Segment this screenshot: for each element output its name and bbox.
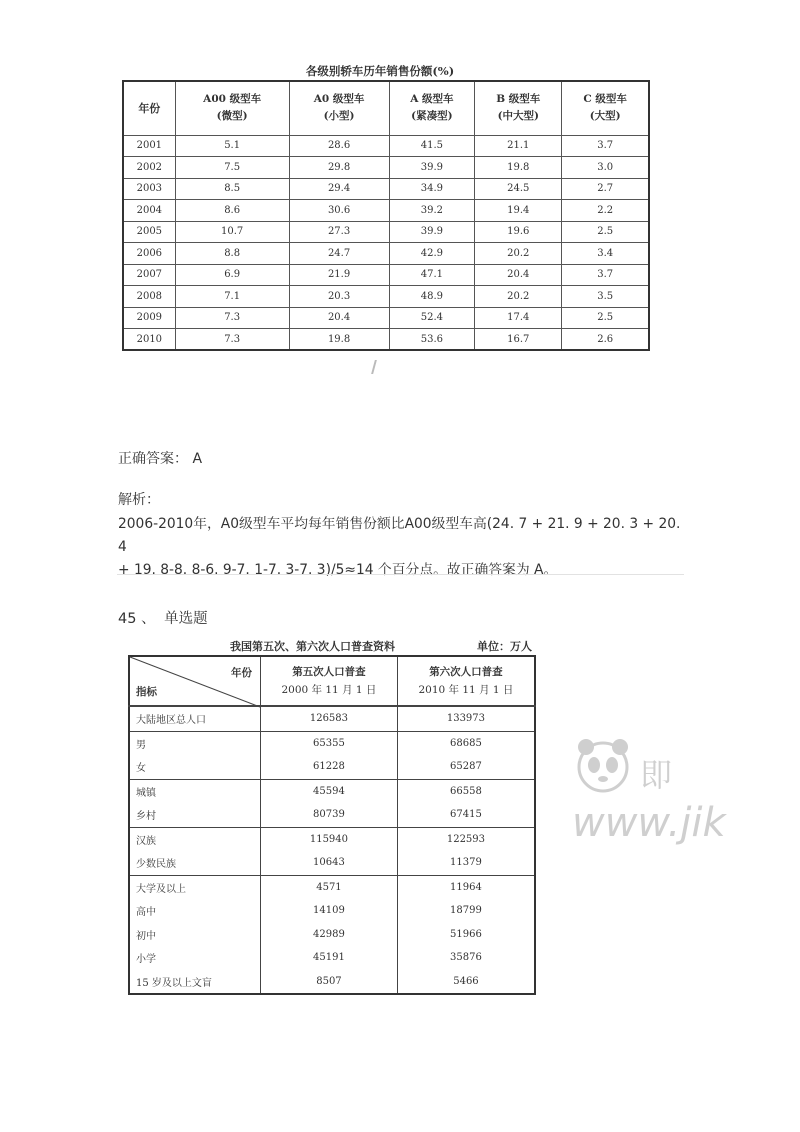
year-cell: 2010 (123, 329, 175, 351)
share-cell: 39.9 (389, 157, 475, 179)
share-cell: 2.7 (562, 178, 649, 200)
fifth-census-value: 45594 (261, 779, 398, 803)
indicator-cell: 初中 (129, 923, 261, 947)
corner-year-label: 年份 (231, 667, 252, 679)
table1-header-line: (紧凑型) (411, 110, 453, 123)
share-cell: 41.5 (389, 135, 475, 157)
table-row (123, 286, 649, 308)
share-cell: 8.8 (175, 243, 289, 265)
indicator-cell: 高中 (129, 899, 261, 923)
table1-header-1 (175, 81, 289, 135)
indicator-cell: 城镇 (129, 779, 261, 803)
col-sixth-census-title: 第六次人口普查 (429, 666, 503, 678)
share-cell: 30.6 (289, 200, 389, 222)
share-cell: 20.2 (475, 286, 562, 308)
table-row (123, 307, 649, 329)
table-row (129, 875, 535, 899)
watermark-text: 即 (640, 756, 673, 794)
indicator-cell: 大学及以上 (129, 875, 261, 899)
table-row (129, 899, 535, 923)
year-cell: 2003 (123, 178, 175, 200)
corner-header (129, 656, 261, 706)
share-cell: 47.1 (389, 264, 475, 286)
table-row (129, 755, 535, 779)
correct-answer: 正确答案： A (118, 451, 203, 467)
share-cell: 53.6 (389, 329, 475, 351)
share-cell: 19.6 (475, 221, 562, 243)
table-row (129, 779, 535, 803)
explanation-text (118, 513, 688, 582)
share-cell: 8.5 (175, 178, 289, 200)
table-row (129, 731, 535, 755)
share-cell: 7.5 (175, 157, 289, 179)
scan-smudge (371, 360, 385, 374)
year-cell: 2009 (123, 307, 175, 329)
share-cell: 39.9 (389, 221, 475, 243)
indicator-cell: 汉族 (129, 827, 261, 851)
table1-title: 各级别轿车历年销售份额(%) (305, 64, 455, 78)
share-cell: 42.9 (389, 243, 475, 265)
fifth-census-value: 45191 (261, 946, 398, 970)
table-row (129, 946, 535, 970)
table-row (123, 135, 649, 157)
table1-header-line: 年份 (138, 101, 161, 115)
question-number: 45 (118, 611, 137, 627)
share-cell: 2.5 (562, 307, 649, 329)
question-separator: 、 (141, 611, 156, 627)
share-cell: 20.2 (475, 243, 562, 265)
share-cell: 3.7 (562, 264, 649, 286)
share-cell: 52.4 (389, 307, 475, 329)
year-cell: 2001 (123, 135, 175, 157)
share-cell: 19.8 (475, 157, 562, 179)
indicator-cell: 小学 (129, 946, 261, 970)
explanation-label: 解析： (118, 492, 160, 508)
sixth-census-value: 65287 (450, 761, 482, 773)
share-cell: 20.3 (289, 286, 389, 308)
year-cell: 2002 (123, 157, 175, 179)
table1-header-line: (小型) (323, 110, 355, 123)
share-cell: 7.3 (175, 307, 289, 329)
question-type: 单选题 (164, 611, 208, 627)
share-cell: 28.6 (289, 135, 389, 157)
table-row (123, 264, 649, 286)
share-cell: 10.7 (175, 221, 289, 243)
table-row (129, 851, 535, 875)
table2-unit: 单位：万人 (477, 640, 532, 653)
sixth-census-value: 67415 (450, 809, 482, 821)
sixth-census-value: 68685 (397, 731, 535, 755)
share-cell: 21.9 (289, 264, 389, 286)
table-row (123, 178, 649, 200)
col-fifth-census-date: 2000 年 11 月 1 日 (281, 684, 377, 696)
fifth-census-value: 61228 (261, 755, 398, 779)
share-cell: 3.7 (562, 135, 649, 157)
share-cell: 29.4 (289, 178, 389, 200)
indicator-cell: 大陆地区总人口 (129, 706, 261, 731)
year-cell: 2007 (123, 264, 175, 286)
table1-header-line: B 级型车 (496, 93, 541, 106)
table-row (123, 329, 649, 351)
sixth-census-value: 5466 (453, 975, 479, 987)
table-row (129, 803, 535, 827)
table1-header-2 (289, 81, 389, 135)
sixth-census-value: 11964 (397, 875, 535, 899)
share-cell: 2.5 (562, 221, 649, 243)
share-cell: 8.6 (175, 200, 289, 222)
share-cell: 24.5 (475, 178, 562, 200)
table-row (123, 243, 649, 265)
sixth-census-value: 66558 (397, 779, 535, 803)
sixth-census-value: 133973 (446, 713, 486, 725)
share-cell: 39.2 (389, 200, 475, 222)
share-cell: 2.2 (562, 200, 649, 222)
share-cell: 48.9 (389, 286, 475, 308)
sixth-census-value: 51966 (450, 928, 482, 940)
indicator-cell: 男 (129, 731, 261, 755)
sixth-census-value: 11379 (450, 857, 482, 869)
car-sales-share-table (122, 80, 650, 351)
fifth-census-value: 14109 (261, 899, 398, 923)
share-cell: 29.8 (289, 157, 389, 179)
fifth-census-value: 42989 (261, 923, 398, 947)
indicator-cell: 15 岁及以上文盲 (129, 970, 261, 995)
fifth-census-value: 80739 (261, 803, 398, 827)
share-cell: 2.6 (562, 329, 649, 351)
fifth-census-value: 65355 (261, 731, 398, 755)
table-row (129, 970, 535, 995)
fifth-census-value: 126583 (261, 706, 398, 731)
share-cell: 19.4 (475, 200, 562, 222)
year-cell: 2005 (123, 221, 175, 243)
table1-header-line: A00 级型车 (203, 93, 262, 106)
share-cell: 20.4 (289, 307, 389, 329)
share-cell: 3.5 (562, 286, 649, 308)
sixth-census-value: 122593 (397, 827, 535, 851)
table1-header-line: A 级型车 (410, 93, 454, 106)
year-cell: 2006 (123, 243, 175, 265)
share-cell: 17.4 (475, 307, 562, 329)
table2-title: 我国第五次、第六次人口普查资料 (230, 640, 395, 653)
indicator-cell: 少数民族 (129, 851, 261, 875)
share-cell: 19.8 (289, 329, 389, 351)
explanation-line-1: 2006-2010年，A0级型车平均每年销售份额比A00级型车高(24. 7 + 21. 9 + 20. 3 + 20. 4 (118, 516, 681, 555)
fifth-census-value: 8507 (261, 970, 398, 995)
share-cell: 3.0 (562, 157, 649, 179)
col-sixth-census-date: 2010 年 11 月 1 日 (418, 684, 514, 696)
sixth-census-value: 35876 (450, 952, 482, 964)
year-cell: 2008 (123, 286, 175, 308)
share-cell: 6.9 (175, 264, 289, 286)
table1-header-4 (475, 81, 562, 135)
share-cell: 34.9 (389, 178, 475, 200)
watermark-url: www.jik (572, 800, 726, 846)
table1-header-line: (微型) (216, 110, 248, 123)
table1-header-line: (中大型) (497, 110, 540, 123)
table1-header-line: (大型) (589, 110, 621, 123)
share-cell: 24.7 (289, 243, 389, 265)
share-cell: 20.4 (475, 264, 562, 286)
census-table (128, 655, 536, 995)
table1-header-5 (562, 81, 649, 135)
table-row (123, 200, 649, 222)
share-cell: 3.4 (562, 243, 649, 265)
fifth-census-value: 115940 (261, 827, 398, 851)
question-heading (118, 608, 208, 631)
explanation-line-2: + 19. 8-8. 8-6. 9-7. 1-7. 3-7. 3)/5≈14 个百分点。故正确答案为 A。 (118, 562, 558, 578)
table1-header-0 (123, 81, 175, 135)
col-fifth-census (261, 656, 398, 706)
indicator-cell: 女 (129, 755, 261, 779)
table1-header-3 (389, 81, 475, 135)
share-cell: 27.3 (289, 221, 389, 243)
section-divider (117, 574, 684, 575)
share-cell: 7.3 (175, 329, 289, 351)
share-cell: 5.1 (175, 135, 289, 157)
indicator-cell: 乡村 (129, 803, 261, 827)
share-cell: 21.1 (475, 135, 562, 157)
col-sixth-census (397, 656, 535, 706)
sixth-census-value: 18799 (450, 905, 482, 917)
corner-indicator-label: 指标 (136, 686, 157, 698)
share-cell: 16.7 (475, 329, 562, 351)
table-row (129, 923, 535, 947)
table-row (123, 221, 649, 243)
fifth-census-value: 10643 (261, 851, 398, 875)
table1-header-line: A0 级型车 (313, 93, 365, 106)
col-fifth-census-title: 第五次人口普查 (292, 666, 366, 678)
table-row (129, 706, 535, 731)
table-row (129, 827, 535, 851)
fifth-census-value: 4571 (261, 875, 398, 899)
table1-header-line: C 级型车 (583, 93, 627, 106)
year-cell: 2004 (123, 200, 175, 222)
watermark (560, 730, 726, 870)
table-row (123, 157, 649, 179)
share-cell: 7.1 (175, 286, 289, 308)
panda-icon (572, 735, 634, 797)
